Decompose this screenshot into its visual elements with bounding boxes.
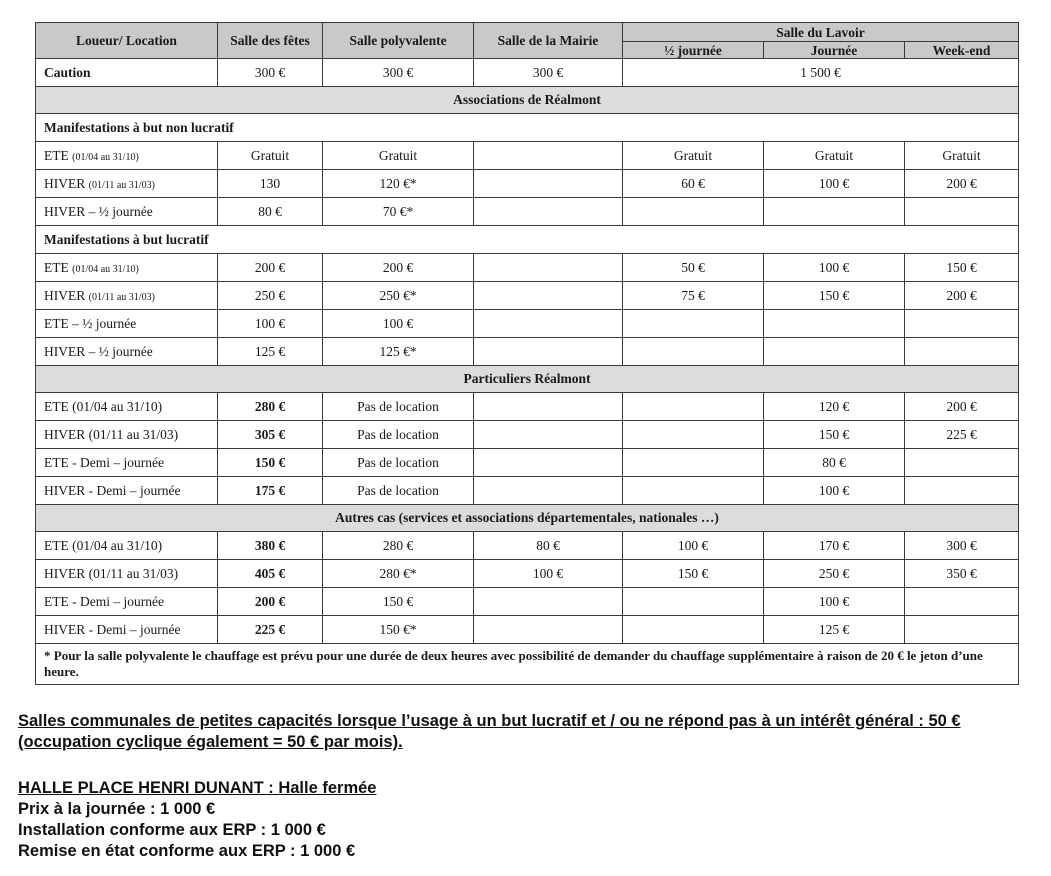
- cell-lavoir-weekend: Gratuit: [905, 142, 1019, 170]
- caution-polyvalente: 300 €: [323, 59, 474, 87]
- small-halls-note: [18, 711, 1008, 753]
- cell-polyvalente: 200 €: [323, 254, 474, 282]
- cell-lavoir-day: 150 €: [764, 421, 905, 449]
- halle-title-line: [18, 778, 718, 799]
- cell-fetes: 305 €: [218, 421, 323, 449]
- cell-lavoir-weekend: [905, 449, 1019, 477]
- season-label: ETE: [44, 147, 69, 163]
- cell-lavoir-day: Gratuit: [764, 142, 905, 170]
- section-row: [36, 87, 1019, 114]
- header-lavoir-weekend: Week-end: [905, 42, 1019, 59]
- cell-mairie: [474, 170, 623, 198]
- cell-fetes: 225 €: [218, 616, 323, 644]
- header-row-1: [36, 23, 1019, 42]
- cell-polyvalente: Pas de location: [323, 449, 474, 477]
- cell-lavoir-weekend: [905, 198, 1019, 226]
- halle-remise: Remise en état conforme aux ERP : 1 000 €: [18, 842, 356, 860]
- cell-mairie: [474, 338, 623, 366]
- cell-polyvalente: 70 €*: [323, 198, 474, 226]
- cell-polyvalente: 125 €*: [323, 338, 474, 366]
- table-row: [36, 198, 1019, 226]
- heating-footnote: * Pour la salle polyvalente le chauffage est prévu pour une durée de deux heures avec possibilité de demander du chauffage supplémentaire à raison de 20 € le jeton d’une heure.: [36, 644, 1019, 685]
- cell-mairie: 80 €: [474, 532, 623, 560]
- caution-row: [36, 59, 1019, 87]
- cell-lavoir-half: [623, 393, 764, 421]
- row-label: ETE – ½ journée: [36, 310, 218, 338]
- cell-mairie: [474, 142, 623, 170]
- cell-lavoir-weekend: 200 €: [905, 393, 1019, 421]
- cell-lavoir-day: 100 €: [764, 588, 905, 616]
- cell-lavoir-half: [623, 477, 764, 505]
- table-row: [36, 170, 1019, 198]
- cell-mairie: [474, 421, 623, 449]
- cell-lavoir-weekend: [905, 588, 1019, 616]
- cell-mairie: [474, 310, 623, 338]
- cell-lavoir-half: 150 €: [623, 560, 764, 588]
- cell-lavoir-day: 100 €: [764, 254, 905, 282]
- cell-lavoir-day: [764, 198, 905, 226]
- cell-lavoir-weekend: 225 €: [905, 421, 1019, 449]
- cell-lavoir-half: 100 €: [623, 532, 764, 560]
- cell-fetes: 80 €: [218, 198, 323, 226]
- cell-polyvalente: 150 €*: [323, 616, 474, 644]
- cell-fetes: Gratuit: [218, 142, 323, 170]
- caution-fetes: 300 €: [218, 59, 323, 87]
- row-label: HIVER (01/11 au 31/03): [36, 421, 218, 449]
- table-row: [36, 532, 1019, 560]
- cell-lavoir-weekend: [905, 477, 1019, 505]
- halle-price-day: Prix à la journée : 1 000 €: [18, 800, 216, 818]
- cell-polyvalente: Pas de location: [323, 421, 474, 449]
- table-row: [36, 616, 1019, 644]
- row-label: ETE (01/04 au 31/10): [36, 532, 218, 560]
- cell-fetes: 100 €: [218, 310, 323, 338]
- caution-lavoir: 1 500 €: [623, 59, 1019, 87]
- cell-fetes: 200 €: [218, 254, 323, 282]
- cell-mairie: [474, 198, 623, 226]
- cell-lavoir-day: [764, 310, 905, 338]
- header-lavoir-half-day: ½ journée: [623, 42, 764, 59]
- cell-fetes: 130: [218, 170, 323, 198]
- row-label: HIVER - Demi – journée: [36, 477, 218, 505]
- table-row: [36, 477, 1019, 505]
- halle-block: [18, 778, 718, 862]
- cell-lavoir-weekend: [905, 616, 1019, 644]
- cell-lavoir-weekend: 300 €: [905, 532, 1019, 560]
- cell-lavoir-half: Gratuit: [623, 142, 764, 170]
- cell-polyvalente: Pas de location: [323, 393, 474, 421]
- cell-lavoir-half: [623, 310, 764, 338]
- table-row: [36, 560, 1019, 588]
- cell-polyvalente: Gratuit: [323, 142, 474, 170]
- header-salle-mairie: Salle de la Mairie: [474, 23, 623, 59]
- cell-lavoir-weekend: 200 €: [905, 170, 1019, 198]
- row-label: [36, 142, 218, 170]
- table-row: [36, 421, 1019, 449]
- cell-fetes: 380 €: [218, 532, 323, 560]
- cell-mairie: [474, 588, 623, 616]
- cell-lavoir-half: 50 €: [623, 254, 764, 282]
- cell-lavoir-weekend: 350 €: [905, 560, 1019, 588]
- period-label: (01/04 au 31/10): [72, 151, 139, 163]
- cell-lavoir-weekend: [905, 310, 1019, 338]
- cell-lavoir-half: [623, 449, 764, 477]
- table-row: [36, 254, 1019, 282]
- season-label: ETE: [44, 259, 69, 275]
- halle-title: HALLE PLACE HENRI DUNANT : Halle fermée: [18, 779, 377, 797]
- cell-mairie: 100 €: [474, 560, 623, 588]
- row-label: ETE (01/04 au 31/10): [36, 393, 218, 421]
- cell-fetes: 280 €: [218, 393, 323, 421]
- caution-label: Caution: [36, 59, 218, 87]
- period-label: (01/11 au 31/03): [88, 179, 155, 191]
- small-halls-text: Salles communales de petites capacités lorsque l’usage à un but lucratif et / ou ne répond pas à un intérêt général : 50 € (occupation cyclique également = 50 € par mois).: [18, 712, 961, 751]
- cell-lavoir-half: [623, 198, 764, 226]
- table-row: [36, 142, 1019, 170]
- period-label: (01/04 au 31/10): [72, 263, 139, 275]
- cell-polyvalente: 100 €: [323, 310, 474, 338]
- table-row: [36, 393, 1019, 421]
- row-label: HIVER – ½ journée: [36, 338, 218, 366]
- period-label: (01/11 au 31/03): [88, 291, 155, 303]
- cell-lavoir-half: [623, 616, 764, 644]
- caution-mairie: 300 €: [474, 59, 623, 87]
- cell-lavoir-day: 80 €: [764, 449, 905, 477]
- header-salle-polyvalente: Salle polyvalente: [323, 23, 474, 59]
- cell-fetes: 250 €: [218, 282, 323, 310]
- cell-lavoir-day: 150 €: [764, 282, 905, 310]
- section-row: [36, 505, 1019, 532]
- cell-lavoir-day: 100 €: [764, 170, 905, 198]
- header-salle-fetes: Salle des fêtes: [218, 23, 323, 59]
- cell-mairie: [474, 616, 623, 644]
- cell-lavoir-weekend: [905, 338, 1019, 366]
- cell-mairie: [474, 282, 623, 310]
- header-lavoir-day: Journée: [764, 42, 905, 59]
- halle-installation: Installation conforme aux ERP : 1 000 €: [18, 821, 326, 839]
- cell-mairie: [474, 449, 623, 477]
- table-row: [36, 310, 1019, 338]
- cell-mairie: [474, 254, 623, 282]
- table-row: [36, 449, 1019, 477]
- subsection-lucratif: Manifestations à but lucratif: [36, 226, 1019, 254]
- row-label: HIVER (01/11 au 31/03): [36, 560, 218, 588]
- row-label: HIVER – ½ journée: [36, 198, 218, 226]
- cell-lavoir-half: [623, 338, 764, 366]
- row-label: ETE - Demi – journée: [36, 588, 218, 616]
- cell-lavoir-day: 125 €: [764, 616, 905, 644]
- cell-mairie: [474, 477, 623, 505]
- cell-lavoir-day: 120 €: [764, 393, 905, 421]
- header-salle-lavoir: Salle du Lavoir: [623, 23, 1019, 42]
- cell-lavoir-day: [764, 338, 905, 366]
- cell-fetes: 405 €: [218, 560, 323, 588]
- cell-lavoir-day: 100 €: [764, 477, 905, 505]
- cell-lavoir-half: [623, 588, 764, 616]
- subsection-row: [36, 114, 1019, 142]
- cell-fetes: 175 €: [218, 477, 323, 505]
- cell-lavoir-half: 60 €: [623, 170, 764, 198]
- row-label: HIVER - Demi – journée: [36, 616, 218, 644]
- section-associations: Associations de Réalmont: [36, 87, 1019, 114]
- cell-lavoir-weekend: 150 €: [905, 254, 1019, 282]
- cell-polyvalente: 280 €*: [323, 560, 474, 588]
- table-row: [36, 338, 1019, 366]
- subsection-non-lucratif: Manifestations à but non lucratif: [36, 114, 1019, 142]
- cell-lavoir-day: 250 €: [764, 560, 905, 588]
- row-label: [36, 170, 218, 198]
- section-autres-cas: Autres cas (services et associations départementales, nationales …): [36, 505, 1019, 532]
- section-row: [36, 366, 1019, 393]
- season-label: HIVER: [44, 175, 86, 191]
- subsection-row: [36, 226, 1019, 254]
- cell-lavoir-day: 170 €: [764, 532, 905, 560]
- header-loueur: Loueur/ Location: [36, 23, 218, 59]
- cell-polyvalente: Pas de location: [323, 477, 474, 505]
- cell-fetes: 200 €: [218, 588, 323, 616]
- cell-polyvalente: 120 €*: [323, 170, 474, 198]
- row-label: [36, 254, 218, 282]
- row-label: [36, 282, 218, 310]
- table-row: [36, 588, 1019, 616]
- note-row: [36, 644, 1019, 685]
- row-label: ETE - Demi – journée: [36, 449, 218, 477]
- cell-lavoir-half: [623, 421, 764, 449]
- cell-lavoir-weekend: 200 €: [905, 282, 1019, 310]
- cell-polyvalente: 150 €: [323, 588, 474, 616]
- season-label: HIVER: [44, 287, 86, 303]
- cell-fetes: 150 €: [218, 449, 323, 477]
- cell-polyvalente: 250 €*: [323, 282, 474, 310]
- pricing-table: [35, 22, 1019, 685]
- cell-fetes: 125 €: [218, 338, 323, 366]
- section-particuliers: Particuliers Réalmont: [36, 366, 1019, 393]
- cell-polyvalente: 280 €: [323, 532, 474, 560]
- cell-lavoir-half: 75 €: [623, 282, 764, 310]
- cell-mairie: [474, 393, 623, 421]
- table-row: [36, 282, 1019, 310]
